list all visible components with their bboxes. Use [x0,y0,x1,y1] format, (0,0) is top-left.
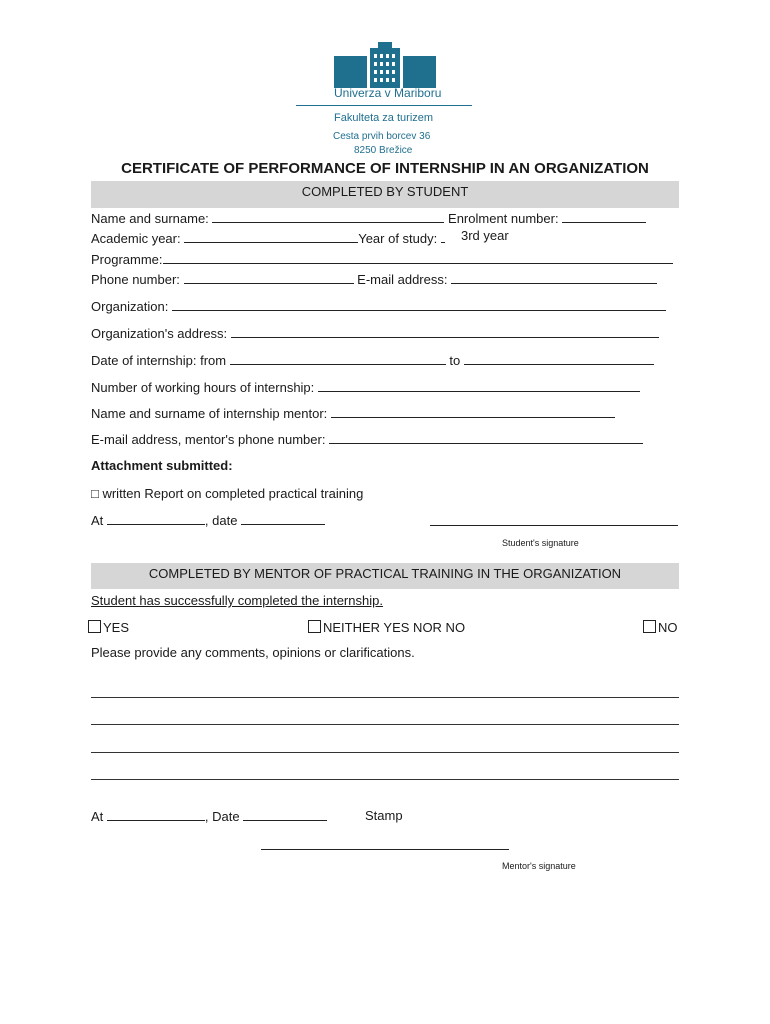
student-signature-line[interactable] [430,525,678,526]
comments-label: Please provide any comments, opinions or clarifications. [91,645,415,660]
organization-field[interactable] [172,298,666,311]
logo-underline [296,105,472,106]
phone-label: Phone number: [91,272,180,287]
mentor-signature-label: Mentor's signature [502,861,576,871]
comment-line-2[interactable] [91,724,679,725]
mentor-at-label: At [91,809,104,824]
organization-label: Organization: [91,299,169,314]
academic-year-field[interactable] [184,230,358,243]
student-date-field[interactable] [241,512,325,525]
mentor-date-field[interactable] [243,808,327,821]
date-to-field[interactable] [464,352,654,365]
yes-label: YES [103,620,130,635]
row-programme [91,251,673,267]
student-section-heading: COMPLETED BY STUDENT [91,181,679,208]
org-address-label: Organization's address: [91,326,228,341]
logo-name: Univerza v Mariboru [334,86,442,100]
mentor-contact-label: E-mail address, mentor's phone number: [91,432,326,447]
document-title: CERTIFICATE OF PERFORMANCE OF INTERNSHIP IN AN ORGANIZATION [121,160,649,177]
org-address-field[interactable] [231,325,659,338]
comment-line-1[interactable] [91,697,679,698]
date-from-label: Date of internship: from [91,353,227,368]
neither-checkbox[interactable] [308,620,321,633]
row-mentor-contact [91,431,643,447]
row-mentor-place-date [91,808,327,824]
faculty-name: Fakulteta za turizem [334,112,434,124]
address-line-1: Cesta prvih borcev 36 [333,131,431,142]
neither-label: NEITHER YES NOR NO [323,620,466,635]
row-organization [91,298,666,314]
row-mentor-name [91,405,615,421]
row-student-place-date [91,512,325,528]
student-signature-label: Student's signature [502,538,579,548]
address-line-2: 8250 Brežice [354,145,413,156]
mentor-name-label: Name and surname of internship mentor: [91,406,328,421]
row-org-address [91,325,659,341]
hours-label: Number of working hours of internship: [91,380,315,395]
comment-line-4[interactable] [91,779,679,780]
programme-label: Programme: [91,252,163,267]
row-date-of-internship [91,352,654,368]
row-academic-year [91,230,445,246]
university-logo [334,42,442,102]
no-label: NO [658,620,678,635]
internship-success-text: Student has successfully completed the internship. [91,593,383,608]
phone-field[interactable] [184,271,354,284]
year-of-study-label: Year of study: [358,231,438,246]
mentor-signature-line[interactable] [261,849,509,850]
name-label: Name and surname: [91,211,209,226]
row-phone [91,271,657,287]
row-name [91,210,646,226]
programme-field[interactable] [163,251,673,264]
yes-checkbox[interactable] [88,620,101,633]
comment-line-3[interactable] [91,752,679,753]
date-from-field[interactable] [230,352,446,365]
name-field[interactable] [212,210,444,223]
email-label: E-mail address: [357,272,448,287]
row-hours [91,379,640,395]
hours-field[interactable] [318,379,640,392]
attachment-report-checkbox[interactable]: □ written Report on completed practical training [91,486,364,501]
option-yes[interactable] [88,620,129,635]
option-no[interactable] [643,620,678,635]
option-neither[interactable] [308,620,465,635]
student-at-label: At [91,513,104,528]
academic-year-label: Academic year: [91,231,181,246]
attachment-label: Attachment submitted: [91,458,233,473]
mentor-at-field[interactable] [107,808,205,821]
mentor-date-label: , Date [204,809,240,824]
student-at-field[interactable] [107,512,205,525]
student-date-label: , date [204,513,238,528]
mentor-name-field[interactable] [331,405,615,418]
enrolment-field[interactable] [562,210,646,223]
no-checkbox[interactable] [643,620,656,633]
email-field[interactable] [451,271,657,284]
mentor-contact-field[interactable] [329,431,643,444]
year-of-study-value: 3rd year [461,228,509,243]
date-to-label: to [449,353,461,368]
stamp-label: Stamp [365,808,403,823]
mentor-section-heading: COMPLETED BY MENTOR OF PRACTICAL TRAINING IN THE ORGANIZATION [91,563,679,589]
enrolment-label: Enrolment number: [448,211,559,226]
year-of-study-field[interactable] [441,230,445,243]
